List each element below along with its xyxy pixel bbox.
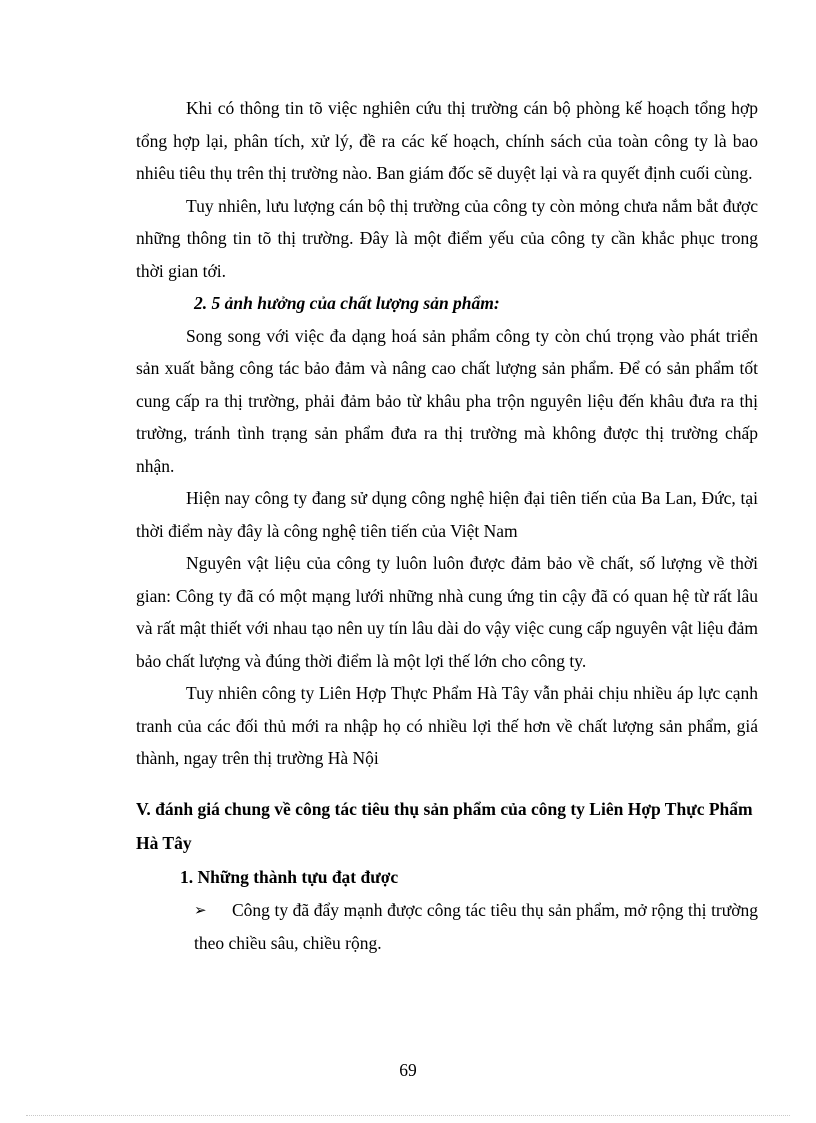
paragraph-raw-materials: Nguyên vật liệu của công ty luôn luôn được đảm bảo về chất, số lượng về thời gian: Công ty đã có một mạng lưới những nhà cung ứng tin cậy đã có quan hệ từ rất lâu và rất mật thiết với nhau tạo nên uy tín lâu dài do vậy việc cung cấp nguyên vật liệu đảm bảo chất lượng và đúng thời điểm là một lợi thế lớn cho công ty. xyxy=(136,553,758,671)
subsection-heading-achievements: 1. Những thành tựu đạt được xyxy=(180,866,399,887)
page-body xyxy=(136,92,758,960)
paragraph-market-staff: Tuy nhiên, lưu lượng cán bộ thị trường của công ty còn mỏng chưa nắm bắt được những thông tin tõ thị trường. Đây là một điểm yếu của công ty cần khắc phục trong thời gian tới. xyxy=(136,195,758,281)
paragraph-competition: Tuy nhiên công ty Liên Hợp Thực Phẩm Hà Tây vẫn phải chịu nhiều áp lực cạnh tranh của các đối thủ mới ra nhập họ có nhiều lợi thế hơn về chất lượng sản phẩm, giá thành, ngay trên thị trường Hà Nội xyxy=(136,683,758,768)
page-number: 69 xyxy=(399,1060,417,1080)
footer-divider xyxy=(26,1115,790,1116)
bullet-item xyxy=(136,894,758,960)
section-heading-evaluation: V. đánh giá chung về công tác tiêu thụ sản phẩm của công ty Liên Hợp Thực Phẩm Hà Tây xyxy=(136,798,753,853)
paragraph-technology: Hiện nay công ty đang sử dụng công nghệ hiện đại tiên tiến của Ba Lan, Đức, tại thời điểm này đây là công nghệ tiên tiến của Việt Nam xyxy=(136,488,758,541)
bullet-text: Công ty đã đẩy mạnh được công tác tiêu thụ sản phẩm, mở rộng thị trường theo chiều sâu, chiều rộng. xyxy=(194,899,758,953)
paragraph-product-diversification: Song song với việc đa dạng hoá sản phẩm công ty còn chú trọng vào phát triển sản xuất bằng công tác bảo đảm và nâng cao chất lượng sản phẩm. Để có sản phẩm tốt cung cấp ra thị trường, phải đảm bảo từ khâu pha trộn nguyên liệu đến khâu đưa ra thị trường, tránh tình trạng sản phẩm đưa ra thị trường mà không được thị trường chấp nhận. xyxy=(136,325,758,476)
paragraph-research-info: Khi có thông tin tõ việc nghiên cứu thị trường cán bộ phòng kế hoạch tổng hợp tổng hợp lại, phân tích, xử lý, đề ra các kế hoạch, chính sách của toàn công ty là bao nhiêu tiêu thụ trên thị trường nào. Ban giám đốc sẽ duyệt lại và ra quyết định cuối cùng. xyxy=(136,98,758,183)
arrow-bullet-icon: ➢ xyxy=(194,900,207,919)
subheading-product-quality: 2. 5 ảnh hưởng của chất lượng sản phẩm: xyxy=(194,293,500,313)
